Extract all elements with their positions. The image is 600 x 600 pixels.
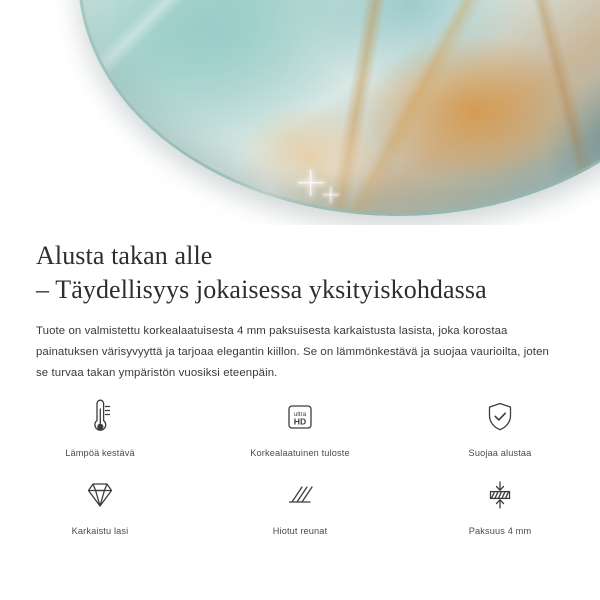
feature-item-polished-edges [200,468,400,546]
text-content [0,225,600,384]
feature-label: Karkaistu lasi [71,526,129,536]
feature-grid [0,390,600,546]
feature-label: Korkealaatuinen tuloste [250,448,350,458]
marble-veins [78,0,600,216]
hero-image [0,0,600,225]
feature-item-tempered-glass [0,468,200,546]
thickness-icon [480,474,520,516]
round-glass-product-image [78,0,600,216]
feature-item-surface-protection [400,390,600,468]
page-title [0,225,600,307]
shield-check-icon [481,396,519,438]
headline-line-2: – Täydellisyys jokaisessa yksityiskohdassa [36,275,487,304]
feature-item-print-quality [200,390,400,468]
feature-label: Hiotut reunat [272,526,328,536]
glass-edge [78,0,600,216]
diamond-icon [80,474,120,516]
polished-edges-icon [280,474,320,516]
feature-label: Suojaa alustaa [468,448,532,458]
description-paragraph: Tuote on valmistettu korkealaatuisesta 4 mm paksuisesta karkaistusta lasista, joka korostaa painatuksen värisyvyyttä ja tarjoaa elegantin kiillon. Se on lämmönkestävä ja suojaa vaurioilta, joten se turvaa takan ympäristön vuosiksi eteenpäin. [36,325,549,379]
feature-item-heat-resistant [0,390,200,468]
svg-text:HD: HD [293,416,307,427]
svg-text:ultra: ultra [293,411,307,418]
feature-item-thickness [400,468,600,546]
headline-line-1: Alusta takan alle [36,241,213,270]
thermometer-icon [83,396,117,438]
ultra-hd-icon [280,396,320,438]
feature-label: Lämpöä kestävä [65,448,135,458]
feature-label: Paksuus 4 mm [468,526,532,536]
